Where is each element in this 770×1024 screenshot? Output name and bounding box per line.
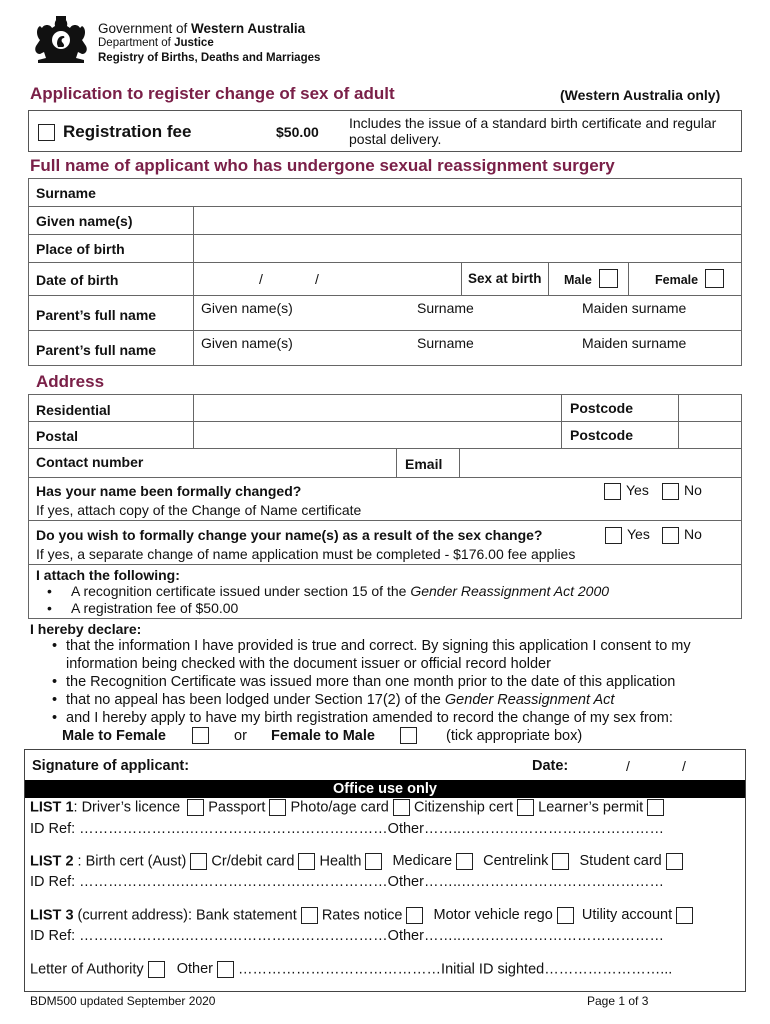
or-text: or — [234, 728, 247, 744]
student-card-checkbox[interactable] — [666, 853, 683, 870]
department-line: Department of Justice — [98, 37, 214, 49]
bank-statement-checkbox[interactable] — [301, 907, 318, 924]
change-name-no-checkbox[interactable] — [662, 527, 679, 544]
name-changed-row — [28, 477, 742, 521]
address-section-heading: Address — [36, 372, 105, 391]
change-name-note: If yes, a separate change of name application must be completed - $176.00 fee applies — [36, 546, 576, 562]
change-name-yes-checkbox[interactable] — [605, 527, 622, 544]
initial-id-sighted-field[interactable]: ……………………………………Initial ID sighted……………………... — [238, 961, 673, 978]
letter-of-authority-checkbox[interactable] — [148, 961, 165, 978]
place-of-birth-label: Place of birth — [29, 235, 194, 262]
male-to-female-label: Male to Female — [62, 728, 166, 744]
contact-number-label: Contact number — [36, 454, 144, 470]
female-label: Female — [655, 273, 699, 287]
wa-government-crest — [30, 14, 92, 64]
male-option — [549, 263, 629, 295]
male-checkbox[interactable] — [599, 269, 618, 288]
change-name-yes-label: Yes — [627, 526, 650, 542]
office-list-3: LIST 3 (current address): Bank statement Rates notice Motor vehicle rego Utility account — [30, 907, 693, 924]
office-authority-line: Letter of Authority Other ……………………………………Initial ID sighted……………………... — [30, 961, 673, 978]
signature-date-sep-1: / — [626, 758, 630, 774]
registration-fee-amount: $50.00 — [276, 124, 319, 140]
declaration-item-appeal: • that no appeal has been lodged under Section 17(2) of the Gender Reassignment Act — [28, 691, 744, 709]
attachments-row — [28, 564, 742, 619]
given-names-row — [28, 206, 742, 235]
date-of-birth-row — [28, 262, 742, 296]
surname-label: Surname — [36, 185, 96, 201]
sex-at-birth-label: Sex at birth — [461, 263, 549, 295]
passport-checkbox[interactable] — [269, 799, 286, 816]
registry-line: Registry of Births, Deaths and Marriages — [98, 52, 321, 64]
office-list-3-id-ref[interactable]: ID Ref: ………………….……………………………………Other……..…………………………………… — [30, 928, 665, 944]
name-changed-question: Has your name been formally changed? — [36, 483, 302, 499]
attachment-item-fee: • A registration fee of $50.00 — [29, 600, 609, 617]
contact-row — [28, 448, 742, 478]
credit-debit-card-checkbox[interactable] — [298, 853, 315, 870]
date-label: Date: — [532, 758, 569, 774]
parent-1-maiden-surname[interactable]: Maiden surname — [582, 300, 687, 316]
male-label: Male — [564, 273, 592, 287]
parent-2-given-names[interactable]: Given name(s) — [201, 335, 293, 351]
email-input[interactable] — [460, 449, 741, 477]
name-changed-yes-checkbox[interactable] — [604, 483, 621, 500]
footer-page-number: Page 1 of 3 — [587, 994, 649, 1008]
form-scope: (Western Australia only) — [560, 87, 721, 103]
parent-1-row — [28, 295, 742, 331]
name-changed-note: If yes, attach copy of the Change of Name certificate — [36, 502, 362, 518]
parent-2-row — [28, 330, 742, 366]
place-of-birth-input[interactable] — [195, 235, 741, 262]
given-names-label: Given name(s) — [29, 207, 194, 234]
applicant-section-heading: Full name of applicant who has undergone sexual reassignment surgery — [30, 156, 615, 175]
change-name-no-label: No — [684, 526, 702, 542]
signature-date-sep-2: / — [682, 758, 686, 774]
residential-postcode-input[interactable] — [679, 395, 741, 421]
birth-cert-checkbox[interactable] — [190, 853, 207, 870]
motor-vehicle-rego-checkbox[interactable] — [557, 907, 574, 924]
signature-input[interactable] — [215, 752, 515, 778]
office-use-banner: Office use only — [25, 780, 745, 798]
registration-fee-label: Registration fee — [63, 122, 192, 141]
date-of-birth-input[interactable] — [195, 263, 467, 295]
learners-permit-checkbox[interactable] — [647, 799, 664, 816]
health-checkbox[interactable] — [365, 853, 382, 870]
postal-postcode-input[interactable] — [679, 422, 741, 448]
declaration-item-certificate: • the Recognition Certificate was issued more than one month prior to the date of this application — [28, 673, 744, 691]
parent-1-label: Parent’s full name — [29, 296, 194, 330]
footer-form-code: BDM500 updated September 2020 — [30, 994, 216, 1008]
change-name-row — [28, 520, 742, 565]
rates-notice-checkbox[interactable] — [406, 907, 423, 924]
name-changed-yes-label: Yes — [626, 482, 649, 498]
residential-label: Residential — [29, 395, 194, 421]
office-list-1-id-ref[interactable]: ID Ref: ………………….……………………………………Other……..…………………………………… — [30, 821, 665, 837]
form-title: Application to register change of sex of adult — [30, 84, 395, 103]
utility-account-checkbox[interactable] — [676, 907, 693, 924]
female-checkbox[interactable] — [705, 269, 724, 288]
male-to-female-checkbox[interactable] — [192, 727, 209, 744]
dob-separator-2: / — [315, 271, 319, 287]
place-of-birth-row — [28, 234, 742, 263]
postal-postcode-label: Postcode — [561, 422, 679, 448]
name-changed-no-label: No — [684, 482, 702, 498]
registration-fee-checkbox[interactable] — [38, 124, 55, 141]
government-line: Government of Western Australia — [98, 21, 306, 36]
office-list-1: LIST 1: Driver’s licence Passport Photo/age card Citizenship cert Learner’s permit — [30, 799, 664, 816]
office-list-2-id-ref[interactable]: ID Ref: ………………….……………………………………Other……..…………………………………… — [30, 874, 665, 890]
attachments-heading: I attach the following: — [36, 567, 180, 583]
date-of-birth-label: Date of birth — [29, 263, 194, 295]
signature-label: Signature of applicant: — [32, 758, 190, 774]
dob-separator-1: / — [259, 271, 263, 287]
declaration-item-apply: • and I hereby apply to have my birth registration amended to record the change of my sex from: — [28, 709, 744, 727]
residential-row — [28, 394, 742, 422]
registration-fee-box — [28, 110, 742, 152]
residential-postcode-label: Postcode — [561, 395, 679, 421]
medicare-checkbox[interactable] — [456, 853, 473, 870]
surname-row — [28, 178, 742, 207]
parent-1-surname[interactable]: Surname — [417, 300, 474, 316]
contact-number-input[interactable] — [195, 449, 425, 477]
name-changed-no-checkbox[interactable] — [662, 483, 679, 500]
photo-age-card-checkbox[interactable] — [393, 799, 410, 816]
change-name-question: Do you wish to formally change your name(s) as a result of the sex change? — [36, 527, 543, 543]
given-names-input[interactable] — [195, 207, 741, 234]
centrelink-checkbox[interactable] — [552, 853, 569, 870]
signature-office-box — [24, 749, 746, 992]
postal-label: Postal — [29, 422, 194, 448]
declaration-heading: I hereby declare: — [30, 621, 142, 637]
female-option — [629, 263, 741, 295]
parent-2-label: Parent’s full name — [29, 331, 194, 365]
residential-input[interactable] — [195, 395, 589, 421]
parent-2-surname[interactable]: Surname — [417, 335, 474, 351]
office-list-2: LIST 2 : Birth cert (Aust) Cr/debit card Health Medicare Centrelink Student card — [30, 853, 683, 870]
sex-change-choice — [62, 727, 662, 747]
surname-input[interactable] — [195, 179, 741, 206]
email-label: Email — [396, 449, 460, 477]
postal-row — [28, 421, 742, 449]
parent-2-maiden-surname[interactable]: Maiden surname — [582, 335, 687, 351]
attachment-item-recognition: • A recognition certificate issued under section 15 of the Gender Reassignment Act 2000 — [29, 583, 609, 600]
citizenship-cert-checkbox[interactable] — [517, 799, 534, 816]
other-checkbox[interactable] — [217, 961, 234, 978]
female-to-male-label: Female to Male — [271, 728, 375, 744]
parent-1-given-names[interactable]: Given name(s) — [201, 300, 293, 316]
drivers-licence-checkbox[interactable] — [187, 799, 204, 816]
female-to-male-checkbox[interactable] — [400, 727, 417, 744]
tick-note: (tick appropriate box) — [446, 728, 583, 744]
declaration-item-true: • that the information I have provided is true and correct. By signing this application I consent to my information being checked with the document issuer or official record holder — [28, 637, 744, 673]
registration-fee-note: Includes the issue of a standard birth certificate and regular postal delivery. — [349, 115, 717, 147]
postal-input[interactable] — [195, 422, 561, 448]
